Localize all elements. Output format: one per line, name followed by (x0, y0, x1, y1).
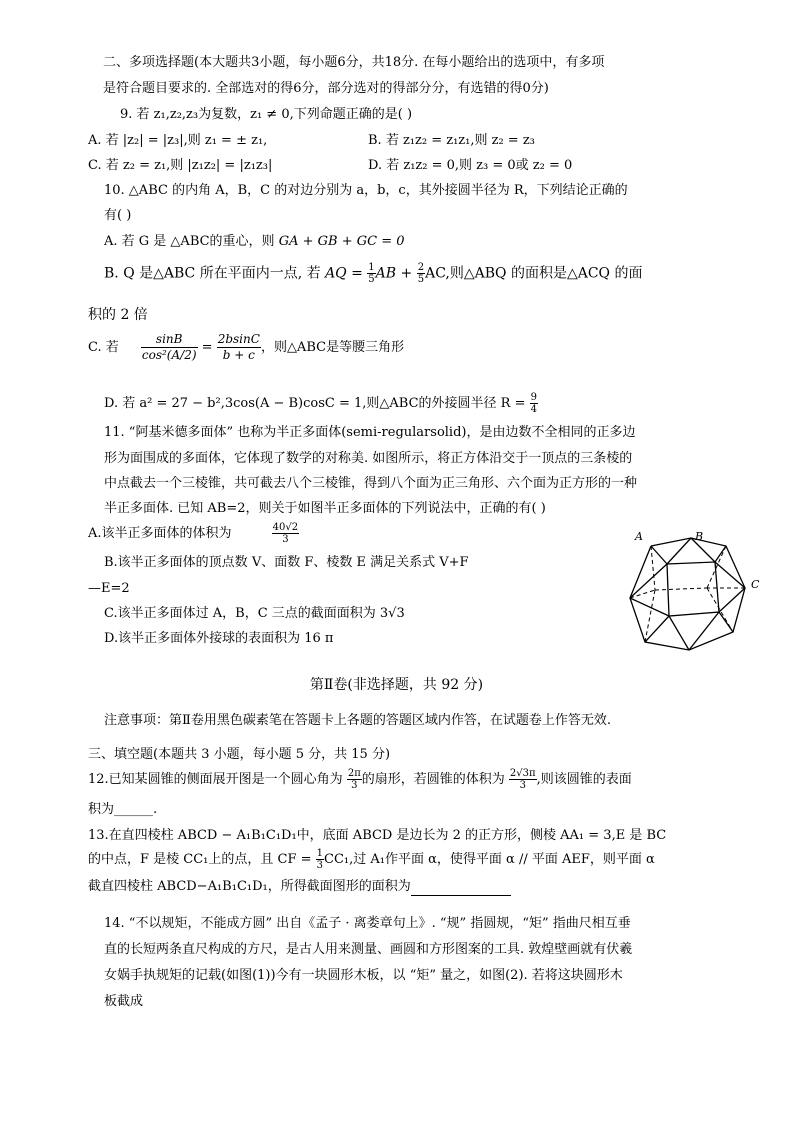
q12-post: ,则该圆锥的表面 (536, 772, 632, 787)
part2-title: 第Ⅱ卷(非选择题，共 92 分) (309, 677, 484, 693)
q11-a-frac: $\frac{40√2}{3}$ (272, 522, 299, 545)
q10-d-frac: $\frac{9}{4}$ (530, 392, 538, 415)
q11-a-text: A.该半正多面体的体积为 (88, 526, 232, 541)
q9-option-d: D. 若 z₁z₂ = 0,则 z₃ = 0或 z₂ = 0 (368, 158, 573, 173)
section2-line1: 二、多项选择题(本大题共3小题，每小题6分，共18分. 在每小题给出的选项中，有多项 (103, 55, 605, 70)
figure-outline (630, 538, 745, 650)
q10-a-vector-sum: GA + GB + GC = 0 (278, 234, 405, 249)
q9-option-b: B. 若 z₁z₂ = z₁z₁,则 z₂ = z₃ (368, 133, 535, 148)
q10-b-frac1: $\frac{1}{5}$ (368, 262, 375, 285)
q14-line2: 直的长短两条直尺构成的方尺，是古人用来测量、画圆和方形图案的工具. 敦煌壁画就有伏羲 (104, 942, 633, 957)
q11-option-b-line1: B.该半正多面体的顶点数 V、面数 F、棱数 E 满足关系式 V+F (104, 555, 469, 570)
q13-line3 (88, 878, 511, 896)
q10-c-pre: C. 若 (88, 340, 119, 355)
q13-answer-blank[interactable] (411, 881, 511, 896)
q14-line4: 板截成 (104, 994, 144, 1009)
q11-option-b-line2: —E=2 (88, 581, 130, 596)
q11-option-a (88, 520, 299, 548)
q10-stem-line1: 10. △ABC 的内角 A，B，C 的对边分别为 a，b，c，其外接圆半径为 R，下列结论正确的 (104, 183, 628, 198)
part2-note: 注意事项：第Ⅱ卷用黑色碳素笔在答题卡上各题的答题区域内作答，在试题卷上作答无效. (104, 713, 611, 728)
q13-frac: $\frac{1}{3}$ (316, 848, 324, 871)
q12-frac2: $\frac{2√3\pi}{3}$ (509, 768, 536, 791)
q13-l3-text: 截直四棱柱 ABCD−A₁B₁C₁D₁，所得截面图形的面积为 (88, 879, 411, 894)
q10-option-d (104, 392, 538, 416)
q10-stem-line2: 有( ) (104, 208, 132, 223)
q9-stem: 9. 若 z₁,z₂,z₃为复数，z₁ ≠ 0,下列命题正确的是( ) (120, 107, 413, 122)
q9-option-c: C. 若 z₂ = z₁,则 |z₁z₂| = |z₁z₃| (88, 158, 273, 173)
section3-title: 三、填空题(本题共 3 小题，每小题 5 分，共 15 分) (88, 747, 391, 762)
section2-line2: 是符合题目要求的. 全部选对的得6分，部分选对的得部分分，有选错的得0分) (103, 81, 549, 96)
q11-line3: 中点截去一个三棱锥，共可截去八个三棱锥，得到八个面为正三角形、六个面为正方形的一种 (104, 476, 638, 491)
q11-option-c: C.该半正多面体过 A，B，C 三点的截面面积为 3√3 (104, 606, 405, 621)
q10-d-text: D. 若 a² = 27 − b²,3cos(A − B)cosC = 1,则△ABC的外接圆半径 R = (104, 396, 526, 411)
q10-b-mid: AB + (375, 265, 413, 282)
q10-c-left-frac: $\frac{\sin B}{\text{cos²(A/2)}}$ (141, 332, 197, 362)
q12-line1 (88, 766, 632, 794)
q10-b-lhs: AQ = (325, 265, 363, 282)
q11-line4: 半正多面体. 已知 AB=2，则关于如图半正多面体的下列说法中，正确的有( ) (104, 501, 546, 516)
q10-option-b (104, 262, 642, 285)
q13-line1: 13.在直四棱柱 ABCD − A₁B₁C₁D₁中，底面 ABCD 是边长为 2 的正方形，侧棱 AA₁ = 3,E 是 BC (88, 828, 667, 843)
q13-l2-post: CC₁,过 A₁作平面 α，使得平面 α // 平面 AEF，则平面 α (324, 852, 655, 867)
q13-l2-pre: 的中点，F 是棱 CC₁上的点，且 CF = (88, 852, 312, 867)
q10-option-a (104, 233, 405, 251)
q12-mid: 的扇形，若圆锥的体积为 (361, 772, 505, 787)
q10-option-c: C. 若 $\frac{\sin B}{\text{cos²(A/2)}}$ = $\frac{2bsinC}{b + c}$ ，则△ABC是等腰三角形 (88, 332, 405, 362)
q10-b-text: B. Q 是△ABC 所在平面内一点, 若 (104, 265, 321, 282)
q10-b-frac2: $\frac{2}{5}$ (417, 262, 425, 285)
q13-line2 (88, 846, 655, 874)
q12-frac1: $\frac{2\pi}{3}$ (347, 768, 361, 791)
q9-option-a: A. 若 |z₂| = |z₃|,则 z₁ = ± z₁, (88, 133, 268, 148)
q10-c-post: ，则△ABC是等腰三角形 (260, 340, 405, 355)
figure-label-c: C (751, 578, 760, 591)
q11-line2: 形为面围成的多面体，它体现了数学的对称美. 如图所示，将正方体沿交于一顶点的三条棱的 (104, 451, 633, 466)
q12-pre: 12.已知某圆锥的侧面展开图是一个圆心角为 (88, 772, 343, 787)
figure-label-b: B (695, 530, 704, 543)
q14-line3: 女娲手执规矩的记载(如图(1))今有一块圆形木板，以 “矩” 量之，如图(2). 若将这块圆形木 (104, 968, 623, 983)
q10-b-continuation: 积的 2 倍 (88, 307, 148, 323)
figure-label-a: A (635, 530, 643, 543)
q10-c-right-frac: $\frac{2bsinC}{b + c}$ (217, 332, 260, 362)
polyhedron-figure (615, 528, 765, 658)
q11-line1: 11. “阿基米德多面体” 也称为半正多面体(semi-regularsolid)，是由边数不全相同的正多边 (104, 425, 636, 440)
q14-line1: 14. “不以规矩，不能成方圆” 出自《孟子 · 离娄章句上》. “规” 指圆规，“矩” 指曲尺相互垂 (104, 916, 631, 931)
q10-b-post: AC,则△ABQ 的面积是△ACQ 的面 (425, 265, 643, 282)
q10-a-text: A. 若 G 是 △ABC的重心，则 (104, 234, 275, 249)
q11-option-d: D.该半正多面体外接球的表面积为 16 π (104, 631, 334, 646)
q12-line2: 积为______. (88, 802, 158, 817)
